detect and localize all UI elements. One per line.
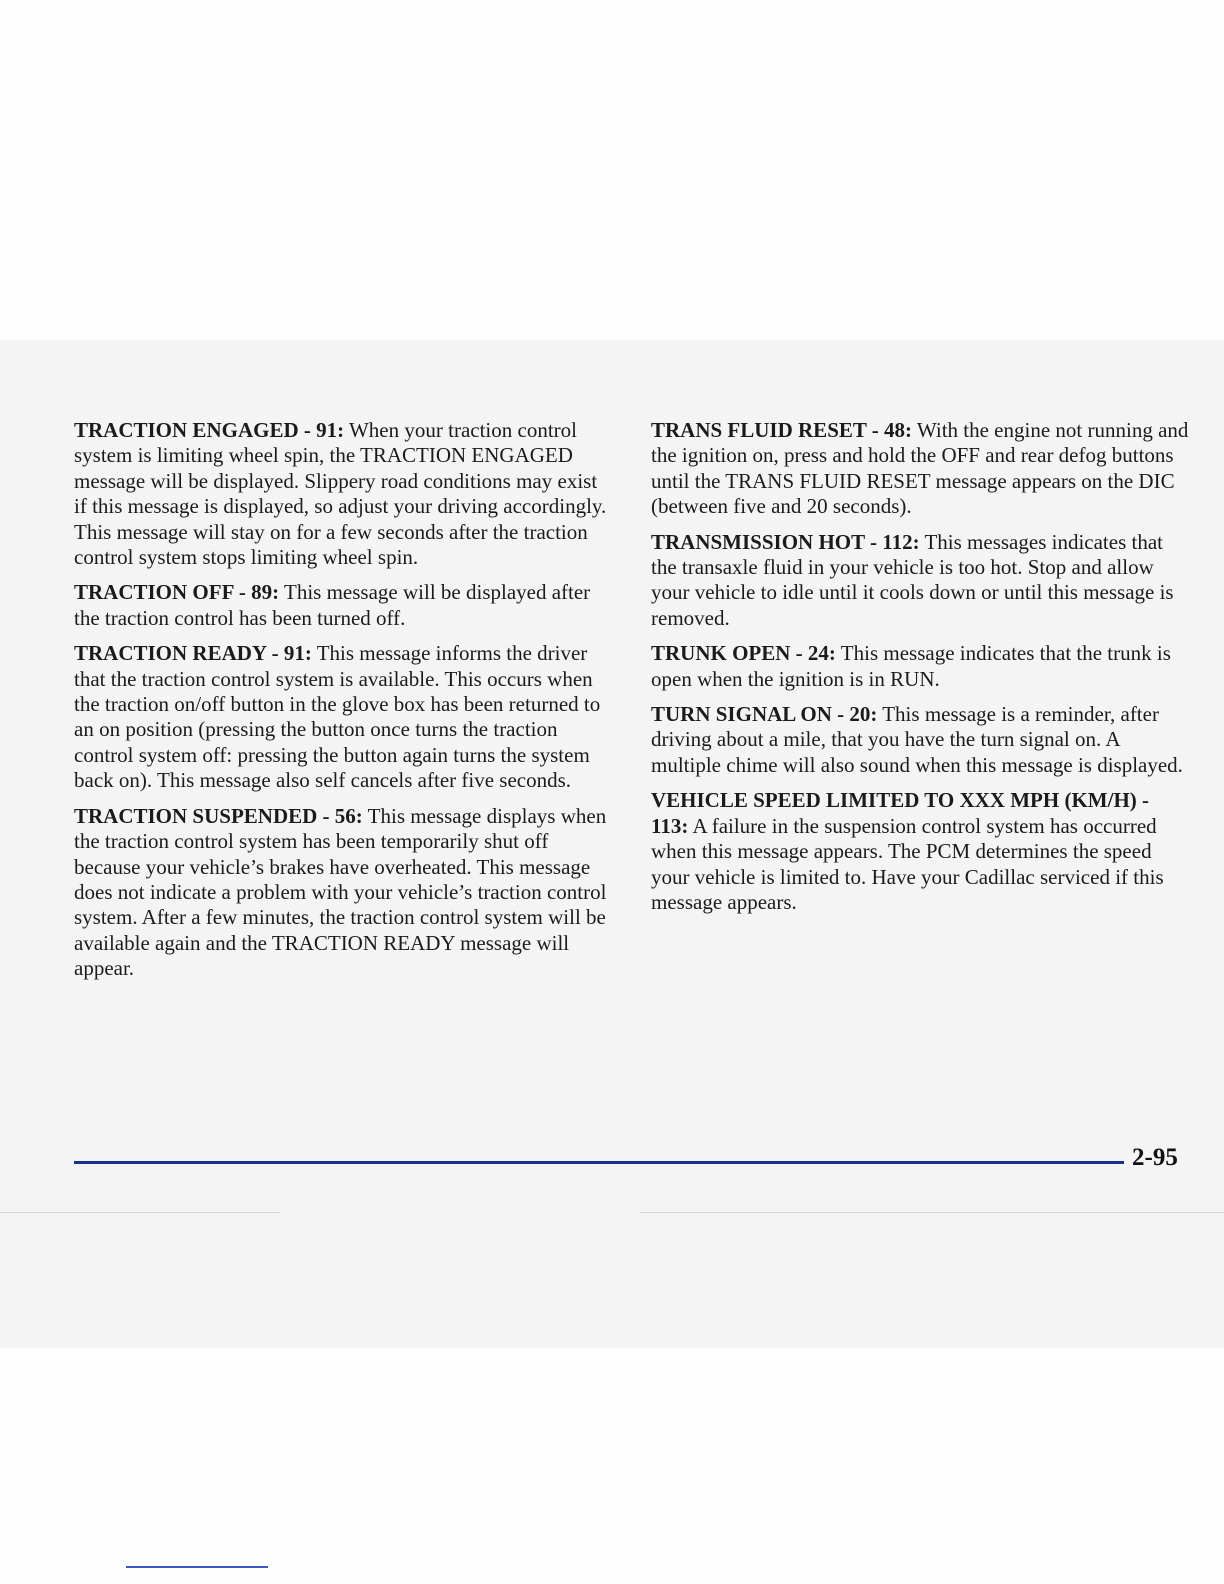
entry-title: VEHICLE SPEED LIMITED TO XXX MPH (KM/H) - 113: xyxy=(651,788,1150,838)
entry-text: This message informs the driver that the traction control system is available. This occurs when the traction on/off button in the glove box has been returned to an on position (pressing the button once turns the traction control system off: pressing the button again turns the system back on). This message also self cancels after five seconds. xyxy=(74,641,601,793)
transmission-hot-entry xyxy=(651,530,1191,632)
entry-text: With the engine not running and the ignition on, press and hold the OFF and rear defog buttons until the TRANS FLUID RESET message appears on the DIC (between five and 20 seconds). xyxy=(651,418,1189,519)
entry-title: TRUNK OPEN - 24: xyxy=(651,641,836,666)
scan-line-left xyxy=(0,1212,280,1213)
entry-title: TRACTION SUSPENDED - 56: xyxy=(74,803,363,828)
entry-title: TRACTION ENGAGED - 91: xyxy=(74,418,345,442)
traction-off-entry xyxy=(74,580,614,631)
entry-text: When your traction control system is limiting wheel spin, the TRACTION ENGAGED message will be displayed. Slippery road conditions may exist if this message is displayed, so adjust your driving accordingly. This message will stay on for a few seconds after the traction control system stops limiting wheel spin. xyxy=(74,418,607,570)
left-column xyxy=(74,418,614,992)
trans-fluid-reset-entry xyxy=(651,418,1191,520)
scan-line-right xyxy=(640,1212,1224,1213)
entry-text: A failure in the suspension control system has occurred when this message appears. The PCM determines the speed your vehicle is limited to. Have your Cadillac serviced if this message appears. xyxy=(651,813,1164,914)
traction-engaged-entry xyxy=(74,418,614,570)
entry-text: This message is a reminder, after driving about a mile, that you have the turn signal on. A multiple chime will also sound when this message is displayed. xyxy=(651,702,1183,777)
entry-text: This message will be displayed after the traction control has been turned off. xyxy=(74,580,591,630)
entry-text: This message indicates that the trunk is open when the ignition is in RUN. xyxy=(651,641,1171,691)
page-number: 2-95 xyxy=(1132,1144,1178,1171)
turn-signal-on-entry xyxy=(651,702,1191,778)
bottom-mark xyxy=(126,1566,268,1568)
entry-title: TRANS FLUID RESET - 48: xyxy=(651,418,912,442)
entry-title: TRACTION READY - 91: xyxy=(74,641,312,666)
entry-title: TURN SIGNAL ON - 20: xyxy=(651,702,878,727)
traction-ready-entry xyxy=(74,641,614,793)
trunk-open-entry xyxy=(651,641,1191,692)
entry-title: TRANSMISSION HOT - 112: xyxy=(651,529,920,554)
entry-title: TRACTION OFF - 89: xyxy=(74,580,280,605)
vehicle-speed-limited-entry xyxy=(651,788,1191,915)
right-column xyxy=(651,418,1191,925)
entry-text: This message displays when the traction control system has been temporarily shut off because your vehicle’s brakes have overheated. This message does not indicate a problem with your vehicle’s traction control system. After a few minutes, the traction control system will be available again and the TRACTION READY message will appear. xyxy=(74,803,607,981)
traction-suspended-entry xyxy=(74,804,614,982)
entry-text: This messages indicates that the transaxle fluid in your vehicle is too hot. Stop and allow your vehicle to idle until it cools down or until this message is removed. xyxy=(651,529,1174,630)
footer-rule xyxy=(74,1161,1124,1164)
